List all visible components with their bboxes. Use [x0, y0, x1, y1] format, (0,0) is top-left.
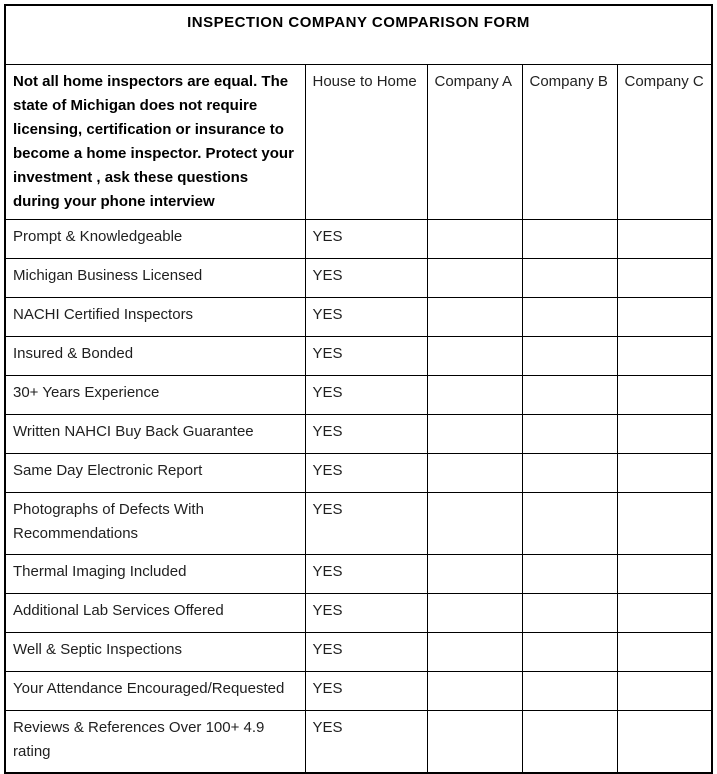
house-to-home-cell: YES	[305, 220, 427, 259]
company-b-cell	[522, 259, 617, 298]
house-to-home-cell: YES	[305, 415, 427, 454]
inspection-comparison-form	[4, 4, 713, 774]
company-c-cell	[617, 415, 712, 454]
house-to-home-cell: YES	[305, 376, 427, 415]
table-row	[5, 298, 712, 337]
company-c-cell	[617, 337, 712, 376]
company-a-cell	[427, 555, 522, 594]
table-row	[5, 711, 712, 773]
question-label: Michigan Business Licensed	[5, 259, 305, 298]
comparison-table	[4, 4, 713, 774]
house-to-home-cell: YES	[305, 493, 427, 555]
company-b-cell	[522, 220, 617, 259]
company-a-cell	[427, 454, 522, 493]
question-label: Additional Lab Services Offered	[5, 594, 305, 633]
table-row	[5, 555, 712, 594]
house-to-home-cell: YES	[305, 555, 427, 594]
house-to-home-cell: YES	[305, 259, 427, 298]
column-header-company-a: Company A	[427, 65, 522, 220]
house-to-home-cell: YES	[305, 672, 427, 711]
table-row	[5, 594, 712, 633]
company-a-cell	[427, 493, 522, 555]
company-b-cell	[522, 594, 617, 633]
company-a-cell	[427, 711, 522, 773]
table-row	[5, 415, 712, 454]
house-to-home-cell: YES	[305, 298, 427, 337]
company-b-cell	[522, 633, 617, 672]
company-a-cell	[427, 633, 522, 672]
company-a-cell	[427, 415, 522, 454]
house-to-home-cell: YES	[305, 711, 427, 773]
company-c-cell	[617, 555, 712, 594]
question-label: Written NAHCI Buy Back Guarantee	[5, 415, 305, 454]
company-c-cell	[617, 298, 712, 337]
company-b-cell	[522, 298, 617, 337]
company-a-cell	[427, 259, 522, 298]
question-label: Reviews & References Over 100+ 4.9 rating	[5, 711, 305, 773]
company-a-cell	[427, 337, 522, 376]
column-header-house-to-home: House to Home	[305, 65, 427, 220]
company-b-cell	[522, 493, 617, 555]
table-row	[5, 454, 712, 493]
table-row	[5, 633, 712, 672]
company-c-cell	[617, 493, 712, 555]
company-b-cell	[522, 454, 617, 493]
question-label: 30+ Years Experience	[5, 376, 305, 415]
question-label: Insured & Bonded	[5, 337, 305, 376]
question-label: Your Attendance Encouraged/Requested	[5, 672, 305, 711]
company-b-cell	[522, 337, 617, 376]
company-c-cell	[617, 711, 712, 773]
intro-note: Not all home inspectors are equal. The state of Michigan does not require licensing, certification or insurance to become a home inspector. Protect your investment , ask these questions during your phone interview	[5, 65, 305, 220]
company-a-cell	[427, 376, 522, 415]
question-label: Thermal Imaging Included	[5, 555, 305, 594]
company-a-cell	[427, 220, 522, 259]
table-row	[5, 376, 712, 415]
company-c-cell	[617, 594, 712, 633]
question-label: Photographs of Defects With Recommendations	[5, 493, 305, 555]
house-to-home-cell: YES	[305, 633, 427, 672]
house-to-home-cell: YES	[305, 337, 427, 376]
column-header-company-b: Company B	[522, 65, 617, 220]
company-c-cell	[617, 259, 712, 298]
company-c-cell	[617, 220, 712, 259]
company-b-cell	[522, 555, 617, 594]
company-b-cell	[522, 711, 617, 773]
column-header-company-c: Company C	[617, 65, 712, 220]
company-b-cell	[522, 415, 617, 454]
table-row	[5, 220, 712, 259]
company-c-cell	[617, 633, 712, 672]
company-c-cell	[617, 376, 712, 415]
header-row	[5, 65, 712, 220]
company-c-cell	[617, 454, 712, 493]
company-b-cell	[522, 376, 617, 415]
company-a-cell	[427, 594, 522, 633]
form-title: INSPECTION COMPANY COMPARISON FORM	[5, 5, 712, 65]
table-row	[5, 337, 712, 376]
title-row	[5, 5, 712, 65]
question-label: Prompt & Knowledgeable	[5, 220, 305, 259]
table-row	[5, 259, 712, 298]
house-to-home-cell: YES	[305, 594, 427, 633]
question-label: NACHI Certified Inspectors	[5, 298, 305, 337]
table-row	[5, 493, 712, 555]
house-to-home-cell: YES	[305, 454, 427, 493]
question-label: Same Day Electronic Report	[5, 454, 305, 493]
question-label: Well & Septic Inspections	[5, 633, 305, 672]
company-a-cell	[427, 298, 522, 337]
